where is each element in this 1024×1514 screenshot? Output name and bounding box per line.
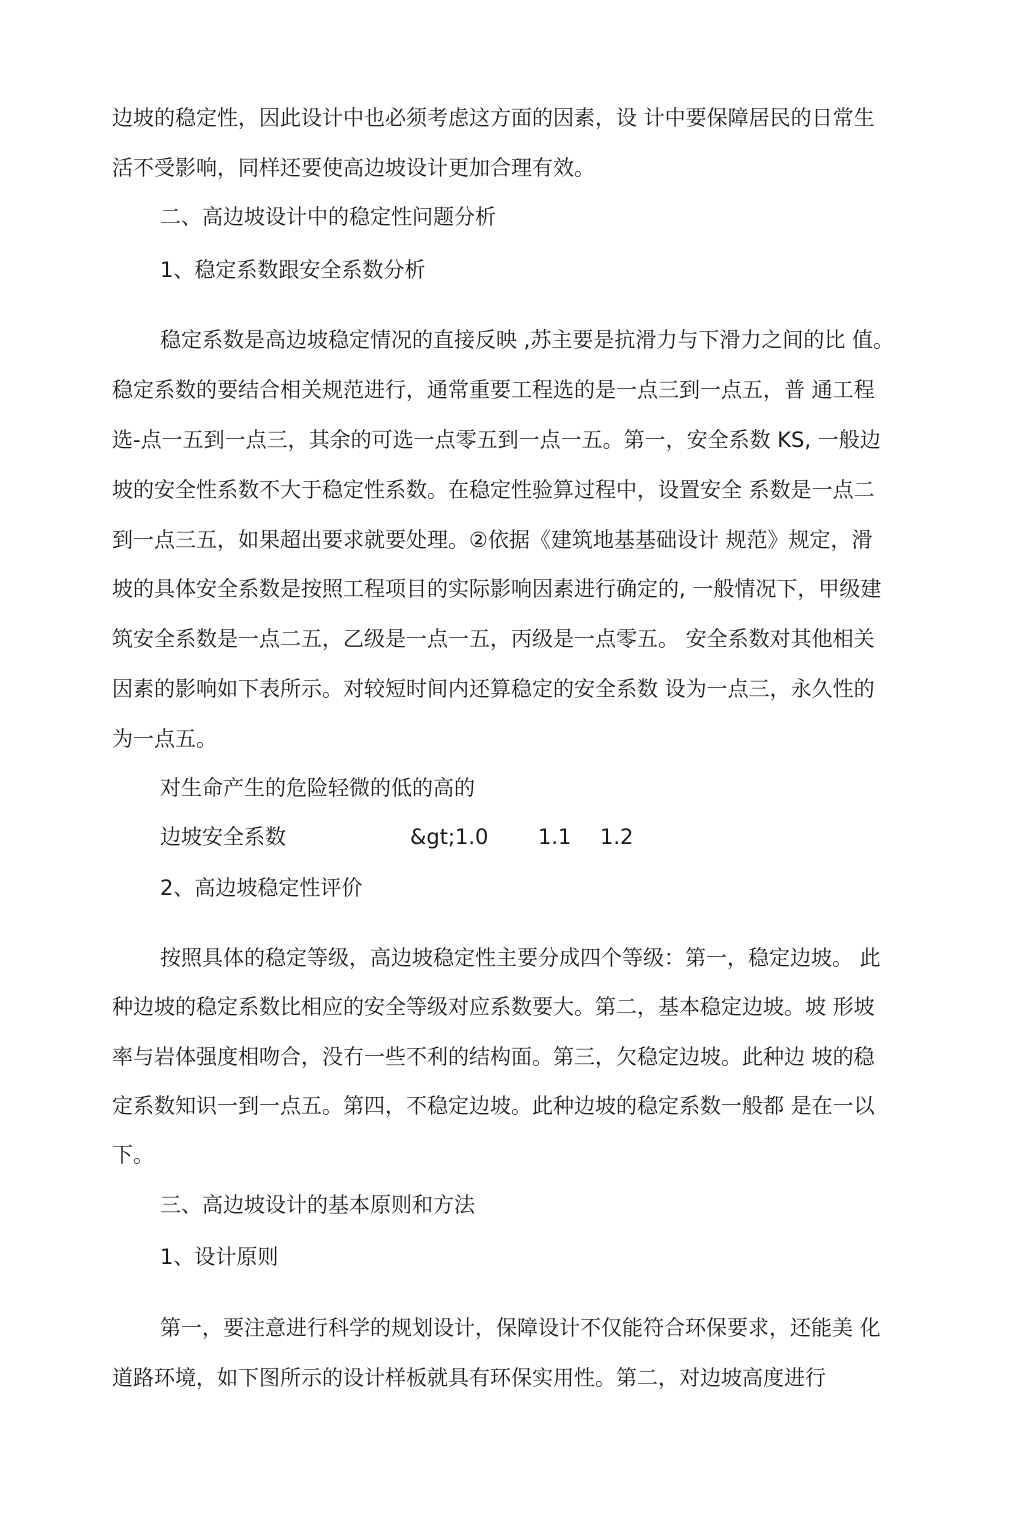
paragraph-line: 稳定系数是高边坡稳定情况的直接反映 ,苏主要是抗滑力与下滑力之间的比 值。 xyxy=(160,328,895,352)
table-cell: &gt;1.0 xyxy=(410,825,489,849)
paragraph-line: 为一点五。 xyxy=(112,727,217,751)
paragraph-line: 按照具体的稳定等级，高边坡稳定性主要分成四个等级：第一，稳定边坡。 此 xyxy=(160,946,881,970)
paragraph-line: 坡的具体安全系数是按照工程项目的实际影响因素进行确定的, 一般情况下，甲级建 xyxy=(112,577,882,601)
paragraph-line: 下。 xyxy=(112,1143,154,1167)
paragraph-line: 边坡的稳定性，因此设计中也必须考虑这方面的因素，设 计中要保障居民的日常生 xyxy=(112,106,875,130)
subsection-heading: 1、稳定系数跟安全系数分析 xyxy=(160,258,426,282)
table-header-row: 对生命产生的危险轻微的低的高的 xyxy=(160,776,475,800)
paragraph-line: 率与岩体强度相吻合，没冇一些不利的结构面。第三，欠稳定边坡。此种边 坡的稳 xyxy=(112,1045,875,1069)
section-heading: 二、高边坡设计中的稳定性问题分析 xyxy=(160,205,496,229)
paragraph-line: 坡的安全性系数不大于稳定性系数。在稳定性验算过程中，设置安全 系数是一点二 xyxy=(112,478,875,502)
paragraph-line: 活不受影响，同样还要使高边坡设计更加合理有效。 xyxy=(112,156,595,180)
subsection-heading: 1、设计原则 xyxy=(160,1245,279,1269)
paragraph-line: 筑安全系数是一点二五，乙级是一点一五，丙级是一点零五。 安全系数对其他相关 xyxy=(112,627,875,651)
table-cell: 1.1 xyxy=(538,825,572,849)
table-row-label: 边坡安全系数 xyxy=(160,825,286,849)
table-row xyxy=(160,822,660,852)
table-cell: 1.2 xyxy=(600,825,634,849)
subsection-heading: 2、高边坡稳定性评价 xyxy=(160,876,363,900)
paragraph-line: 种边坡的稳定系数比相应的安全等级对应系数要大。第二，基本稳定边坡。坡 形坡 xyxy=(112,995,875,1019)
paragraph-line: 道路环境，如下图所示的设计样板就具有环保实用性。第二，对边坡高度进行 xyxy=(112,1366,826,1390)
paragraph-line: 因素的影响如下表所示。对较短时间内还算稳定的安全系数 设为一点三，永久性的 xyxy=(112,677,875,701)
paragraph-line: 稳定系数的要结合相关规范进行，通常重要工程选的是一点三到一点五，普 通工程 xyxy=(112,378,875,402)
paragraph-line: 定系数知识一到一点五。第四，不稳定边坡。此种边坡的稳定系数一般都 是在一以 xyxy=(112,1094,875,1118)
paragraph-line: 到一点三五，如果超出要求就要处理。②依据《建筑地基基础设计 规范》规定，滑 xyxy=(112,528,873,552)
paragraph-line: 第一，要注意进行科学的规划设计，保障设计不仅能符合环保要求，还能美 化 xyxy=(160,1316,881,1340)
section-heading: 三、高边坡设计的基本原则和方法 xyxy=(160,1193,475,1217)
paragraph-line: 选-点一五到一点三，其余的可选一点零五到一点一五。第一，安全系数 KS, 一般边 xyxy=(112,428,881,452)
